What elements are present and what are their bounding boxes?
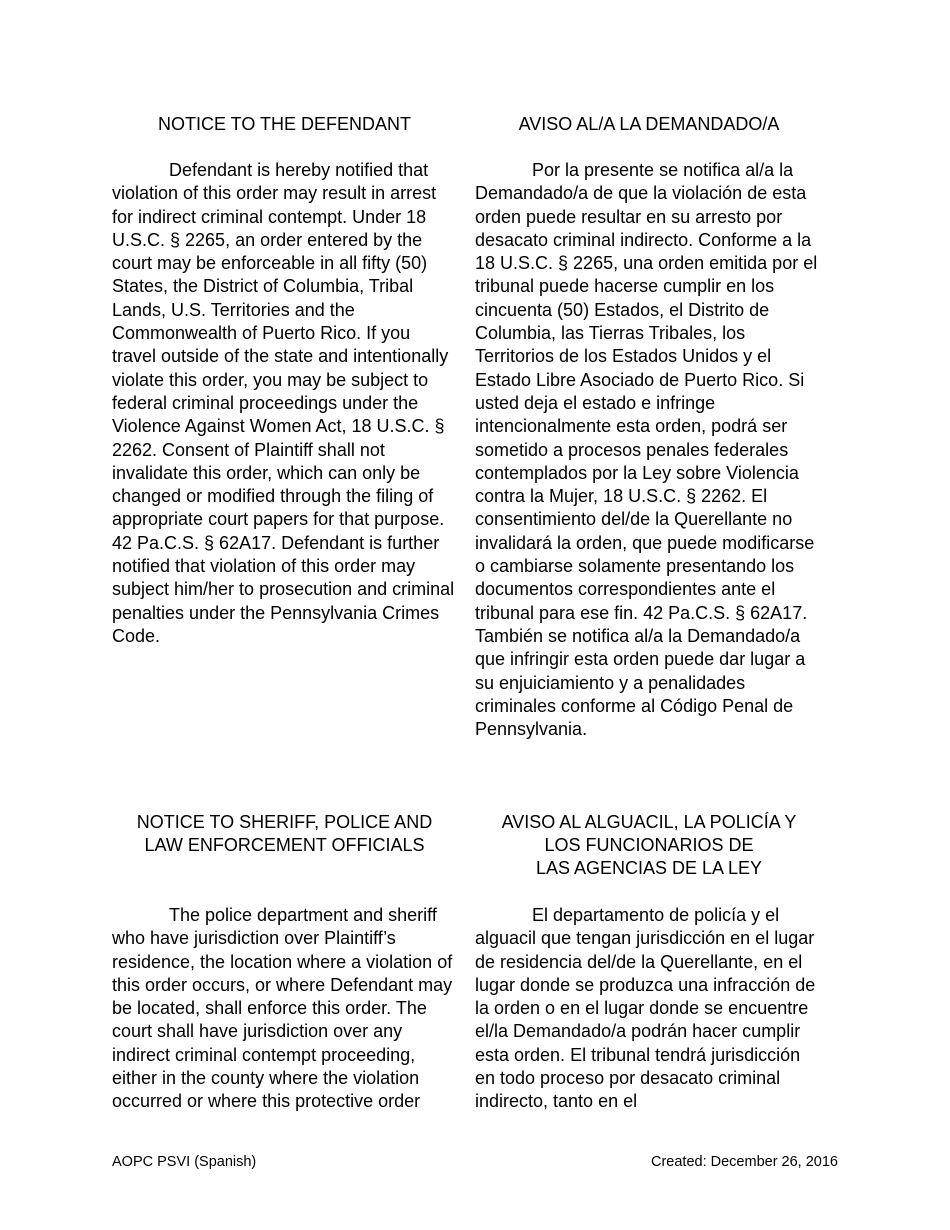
aviso-demandado-heading: AVISO AL/A LA DEMANDADO/A <box>518 114 780 134</box>
aviso-demandado-text: Por la presente se notifica al/a la Demandado/a de que la violación de esta orden puede resultar en su arresto por desacato criminal indirecto. Conforme a la 18 U.S.C. § 2265, una orden emitida por el tribunal puede hacerse cumplir en los cincuenta (50) Estados, el Distrito de Columbia, las Tierras Tribales, los Territorios de los Estados Unidos y el Estado Libre Asociado de Puerto Rico. Si usted deja el estado e infringe intencionalmente esta orden, podrá ser sometido a procesos penales federales contemplados por la Ley sobre Violencia contra la Mujer, 18 U.S.C. § 2262. El consentimiento del/de la Querellante no invalidará la orden, que puede modificarse o cambiarse solamente presentando los documentos correspondientes ante el tribunal para ese fin. 42 Pa.C.S. § 62A17. También se notifica al/a la Demandado/a que infringir esta orden puede dar lugar a su enjuiciamiento y a penalidades criminales conforme al Código Penal de Pennsylvania. <box>475 160 818 740</box>
notice-to-defendant-heading: NOTICE TO THE DEFENDANT <box>157 114 412 134</box>
notice-to-sheriff-text: The police department and sheriff who have jurisdiction over Plaintiff’s residence, the location where a violation of this order occurs, or where Defendant may be located, shall enforce this order. The court shall have jurisdiction over any indirect criminal contempt proceeding, either in the county where the violation occurred or where this protective order <box>112 905 453 1112</box>
notice-to-sheriff-heading: NOTICE TO SHERIFF, POLICE AND LAW ENFORCEMENT OFFICIALS <box>136 812 433 855</box>
created-date-footer: Created: December 26, 2016 <box>651 1154 838 1170</box>
aviso-alguacil-text: El departamento de policía y el alguacil que tengan jurisdicción en el lugar de residencia del/de la Querellante, en el lugar donde se produzca una infracción de la orden o en el lugar donde se encuentre el/la Demandado/a podrán hacer cumplir esta orden. El tribunal tendrá jurisdicción en todo proceso por desacato criminal indirecto, tanto en el <box>475 905 816 1112</box>
form-id-footer: AOPC PSVI (Spanish) <box>112 1154 257 1170</box>
aviso-alguacil-heading: AVISO AL ALGUACIL, LA POLICÍA Y LOS FUNCIONARIOS DE LAS AGENCIAS DE LA LEY <box>501 812 797 878</box>
notice-to-defendant-text: Defendant is hereby notified that violation of this order may result in arrest for indirect criminal contempt. Under 18 U.S.C. § 2265, an order entered by the court may be enforceable in all fifty (50) States, the District of Columbia, Tribal Lands, U.S. Territories and the Commonwealth of Puerto Rico. If you travel outside of the state and intentionally violate this order, you may be subject to federal criminal proceedings under the Violence Against Women Act, 18 U.S.C. § 2262. Consent of Plaintiff shall not invalidate this order, which can only be changed or modified through the filing of appropriate court papers for that purpose. 42 Pa.C.S. § 62A17. Defendant is further notified that violation of this order may subject him/her to prosecution and criminal penalties under the Pennsylvania Crimes Code. <box>112 160 455 646</box>
